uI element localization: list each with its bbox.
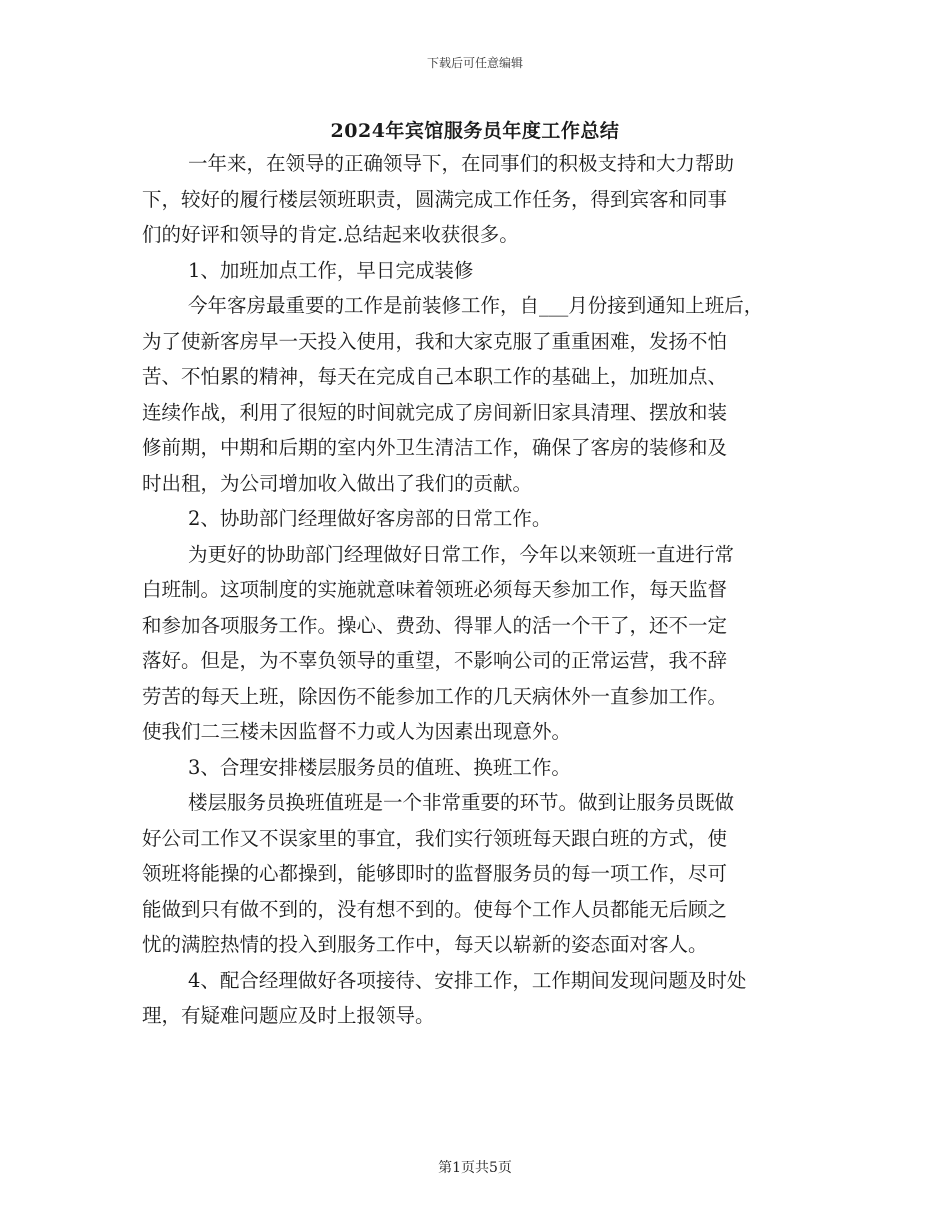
paragraph-line: 连续作战，利用了很短的时间就完成了房间新旧家具清理、摆放和装 (142, 400, 728, 424)
paragraph-line: 落好。但是，为不辜负领导的重望，不影响公司的正常运营，我不辞 (142, 649, 728, 672)
section-heading: 1、加班加点工作，早日完成装修 (188, 258, 474, 282)
section-heading: 3、合理安排楼层服务员的值班、换班工作。 (188, 755, 571, 779)
section-heading: 2、协助部门经理做好客房部的日常工作。 (188, 507, 552, 530)
paragraph-line: 劳苦的每天上班，除因伤不能参加工作的几天病休外一直参加工作。 (142, 684, 728, 708)
paragraph-line: 下，较好的履行楼层领班职责，圆满完成工作任务，得到宾客和同事 (142, 187, 728, 211)
paragraph-line: 修前期，中期和后期的室内外卫生清洁工作，确保了客房的装修和及 (142, 436, 728, 459)
paragraph-line: 为更好的协助部门经理做好日常工作，今年以来领班一直进行常 (188, 542, 735, 566)
paragraph-line: 们的好评和领导的肯定.总结起来收获很多。 (142, 223, 519, 246)
paragraph-line: 时出租，为公司增加收入做出了我们的贡献。 (142, 471, 533, 495)
paragraph-line: 理，有疑难问题应及时上报领导。 (142, 1004, 435, 1027)
paragraph-line: 使我们二三楼未因监督不力或人为因素出现意外。 (142, 720, 572, 743)
document-title: 2024年宾馆服务员年度工作总结 (330, 120, 620, 142)
paragraph-line: 苦、不怕累的精神，每天在完成自己本职工作的基础上，加班加点、 (142, 365, 728, 388)
paragraph-line: 一年来，在领导的正确领导下，在同事们的积极支持和大力帮助 (188, 152, 735, 175)
paragraph-line: 今年客房最重要的工作是前装修工作，自___月份接到通知上班后， (188, 294, 764, 317)
section-heading: 4、配合经理做好各项接待、安排工作，工作期间发现问题及时处 (188, 968, 747, 992)
paragraph-line: 忧的满腔热情的投入到服务工作中，每天以崭新的姿态面对客人。 (142, 933, 708, 956)
paragraph-line: 白班制。这项制度的实施就意味着领班必须每天参加工作，每天监督 (142, 578, 728, 601)
paragraph-line: 楼层服务员换班值班是一个非常重要的环节。做到让服务员既做 (188, 791, 735, 814)
page-header-note: 下载后可任意编辑 (426, 56, 523, 70)
paragraph-line: 能做到只有做不到的，没有想不到的。使每个工作人员都能无后顾之 (142, 897, 728, 921)
paragraph-line: 领班将能操的心都操到，能够即时的监督服务员的每一项工作，尽可 (142, 862, 728, 885)
paragraph-line: 好公司工作又不误家里的事宜，我们实行领班每天跟白班的方式，使 (142, 826, 728, 850)
document-body (142, 146, 814, 1034)
paragraph-line: 为了使新客房早一天投入使用，我和大家克服了重重困难，发扬不怕 (142, 329, 728, 353)
page-number: 第1页共5页 (438, 1160, 512, 1176)
paragraph-line: 和参加各项服务工作。操心、费劲、得罪人的活一个干了，还不一定 (142, 613, 728, 637)
